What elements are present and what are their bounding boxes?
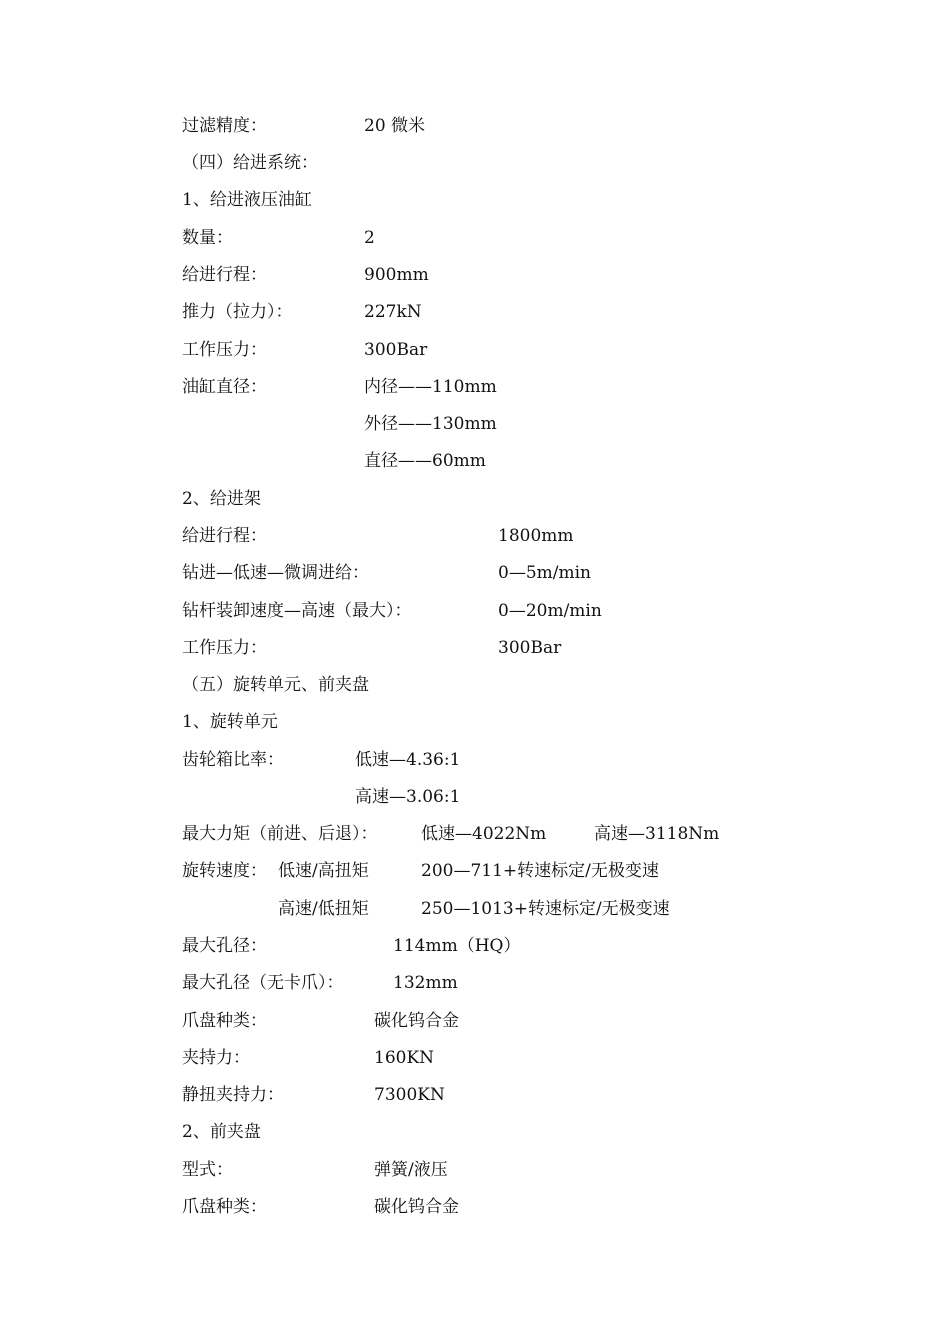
cylinder-stroke-label: 给进行程： [182,265,267,285]
chuck-jaw-label: 爪盘种类： [182,1197,267,1217]
chuck-type-label: 型式： [182,1160,233,1180]
rotation-speed-mode-low: 低速/高扭矩 [278,861,369,881]
jaw-type-value: 碳化钨合金 [374,1011,459,1031]
frame-stroke-value: 1800mm [498,526,574,546]
cylinder-inner-diameter: 内径——110mm [364,377,497,397]
max-bore-label: 最大孔径： [182,936,267,956]
torque-high: 高速—3118Nm [594,824,720,844]
cylinder-thrust-label: 推力（拉力）： [182,302,293,322]
rotation-speed-mode-high: 高速/低扭矩 [278,899,369,919]
jaw-type-label: 爪盘种类： [182,1011,267,1031]
rotation-speed-value-low: 200—711+转速标定/无极变速 [421,861,659,881]
static-clamp-value: 7300KN [374,1085,445,1105]
chuck-type-value: 弹簧/液压 [374,1160,448,1180]
cylinder-stroke-value: 900mm [364,265,429,285]
max-bore-value: 114mm（HQ） [393,936,521,956]
cylinder-rod-diameter: 直径——60mm [364,451,486,471]
rotation-speed-label: 旋转速度： [182,861,267,881]
frame-rod-label: 钻杆装卸速度—高速（最大）： [182,601,412,621]
cylinder-qty-value: 2 [364,228,375,248]
filter-label: 过滤精度： [182,116,267,136]
frame-heading: 2、给进架 [182,489,261,509]
torque-low: 低速—4022Nm [421,824,547,844]
cylinder-outer-diameter: 外径——130mm [364,414,497,434]
cylinder-thrust-value: 227kN [364,302,422,322]
clamp-force-label: 夹持力： [182,1048,250,1068]
chuck-heading: 2、前夹盘 [182,1122,261,1142]
section-feed-title: （四）给进系统： [182,153,318,173]
frame-pressure-value: 300Bar [498,638,562,658]
static-clamp-label: 静扭夹持力： [182,1085,284,1105]
frame-drill-label: 钻进—低速—微调进给： [182,563,369,583]
rotation-heading: 1、旋转单元 [182,712,278,732]
chuck-jaw-value: 碳化钨合金 [374,1197,459,1217]
frame-stroke-label: 给进行程： [182,526,267,546]
cylinder-pressure-label: 工作压力： [182,340,267,360]
rotation-speed-value-high: 250—1013+转速标定/无极变速 [421,899,670,919]
section-rotation-title: （五）旋转单元、前夹盘 [182,675,369,695]
clamp-force-value: 160KN [374,1048,435,1068]
cylinder-heading: 1、给进液压油缸 [182,190,312,210]
cylinder-diameter-label: 油缸直径： [182,377,267,397]
max-bore-nojaw-label: 最大孔径（无卡爪）： [182,973,344,993]
frame-drill-value: 0—5m/min [498,563,591,583]
gear-ratio-high: 高速—3.06:1 [355,787,461,807]
gear-ratio-low: 低速—4.36:1 [355,750,461,770]
frame-rod-value: 0—20m/min [498,601,602,621]
cylinder-qty-label: 数量： [182,228,233,248]
filter-value: 20 微米 [364,116,426,136]
max-bore-nojaw-value: 132mm [393,973,458,993]
gear-ratio-label: 齿轮箱比率： [182,750,284,770]
frame-pressure-label: 工作压力： [182,638,267,658]
cylinder-pressure-value: 300Bar [364,340,428,360]
torque-label: 最大力矩（前进、后退）： [182,824,378,844]
